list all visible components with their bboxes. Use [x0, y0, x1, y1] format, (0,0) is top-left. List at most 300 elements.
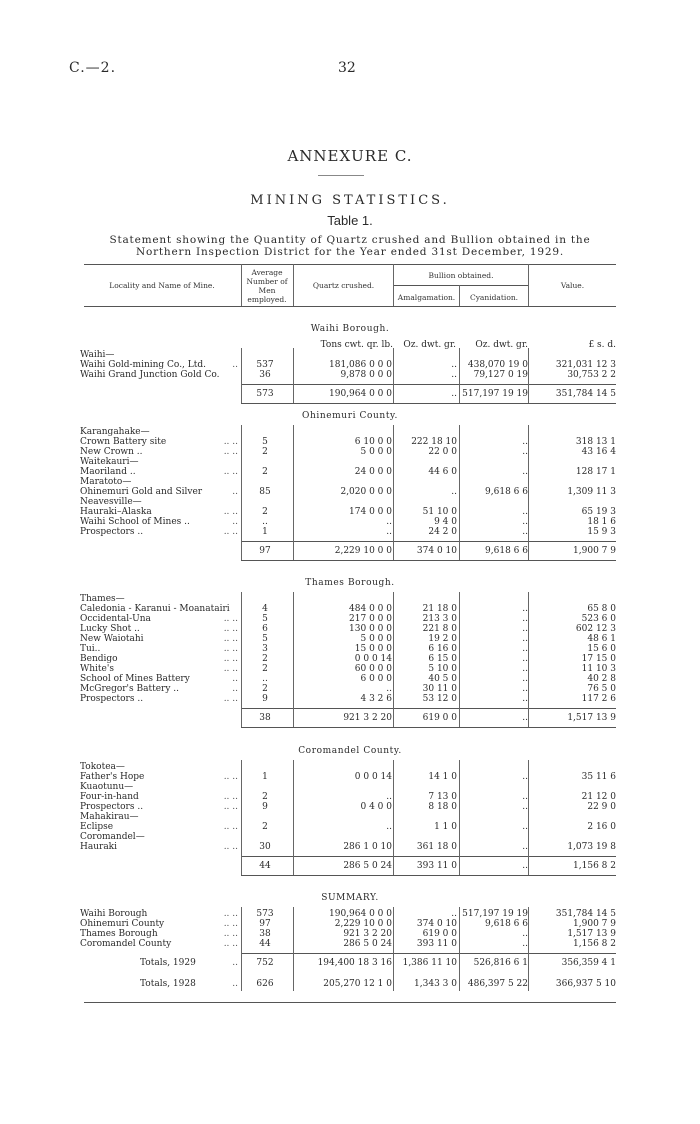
col-divider	[393, 348, 394, 403]
cell-amal: ..	[451, 360, 457, 370]
cell-qtz: 2,229 10 0 0	[334, 546, 392, 556]
cell-val: 1,517 13 9	[567, 713, 616, 723]
cell-qtz: 6 10 0 0	[354, 437, 392, 447]
cell-qtz: ..	[386, 792, 392, 802]
cell-val: 351,784 14 5	[555, 389, 616, 399]
col-bullion-header: Bullion obtained.	[428, 271, 494, 280]
cell-amal: ..	[451, 487, 457, 497]
cell-cyan: ..	[522, 929, 528, 939]
table-row	[0, 360, 700, 370]
cell-cyan: ..	[522, 713, 528, 723]
col-divider	[393, 760, 394, 875]
cell-val: 366,937 5 10	[555, 979, 616, 989]
cell-qtz: 24 0 0 0	[354, 467, 392, 477]
cell-qtz: 194,400 18 3 16	[317, 958, 392, 968]
cell-qtz: 484 0 0 0	[349, 604, 392, 614]
cell-amal: 361 18 0	[416, 842, 457, 852]
table-row	[0, 684, 700, 694]
cell-val: 11 10 3	[581, 664, 616, 674]
col-divider	[528, 348, 529, 403]
cell-amal: 30 11 0	[422, 684, 457, 694]
cell-men: 9	[262, 802, 268, 812]
cell-val: 65 19 3	[581, 507, 616, 517]
col-amalgamation-header: Amalgamation.	[397, 293, 456, 302]
table-label: Table 1.	[327, 213, 373, 228]
cell-amal: 22 0 0	[428, 447, 457, 457]
cell-amal: 374 0 10	[416, 919, 457, 929]
cell-men: 4	[262, 604, 268, 614]
cell-dots: .. ..	[223, 507, 238, 517]
cell-cyan: 79,127 0 19	[473, 370, 528, 380]
cell-men: 9	[262, 694, 268, 704]
cell-men: 30	[259, 842, 271, 852]
cell-val: 523 6 0	[581, 614, 616, 624]
annexure-title: ANNEXURE C.	[287, 147, 413, 165]
cell-loc: Waitekauri—	[80, 457, 139, 467]
cell-cyan: ..	[522, 517, 528, 527]
summary-heading: SUMMARY.	[321, 893, 379, 903]
cell-loc: Waihi—	[80, 350, 115, 360]
col-divider	[293, 348, 294, 403]
cell-men: 2	[262, 664, 268, 674]
cell-dots: ..	[232, 684, 238, 694]
cell-cyan: ..	[522, 842, 528, 852]
cell-qtz: 181,086 0 0 0	[329, 360, 392, 370]
cell-qtz: 0 0 0 14	[354, 654, 392, 664]
table-row	[0, 812, 700, 822]
cell-loc: Kuaotunu—	[80, 782, 134, 792]
cell-cyan: 9,618 6 6	[485, 487, 528, 497]
table-row	[0, 477, 700, 487]
cell-loc: Waihi School of Mines ..	[80, 517, 190, 527]
cell-amal: 7 13 0	[428, 792, 457, 802]
cell-dots: ..	[232, 487, 238, 497]
cell-loc: Maratoto—	[80, 477, 132, 487]
cell-amal: 6 16 0	[428, 644, 457, 654]
col-divider	[459, 907, 460, 991]
cell-cyan: ..	[522, 822, 528, 832]
cell-val: 15 9 3	[587, 527, 616, 537]
cell-loc: New Waiotahi	[80, 634, 144, 644]
cell-amal: 619 0 0	[422, 929, 457, 939]
col-divider	[393, 425, 394, 560]
cell-men: 573	[256, 909, 274, 919]
cell-dots: .. ..	[223, 792, 238, 802]
cell-loc: Crown Battery site	[80, 437, 167, 447]
cell-loc: Waihi Borough	[80, 909, 148, 919]
cell-amal: 213 3 0	[422, 614, 457, 624]
cell-men: 85	[259, 487, 271, 497]
men-header-line: Average	[251, 268, 283, 277]
subtotal-rule	[241, 384, 616, 385]
totals-1929-row	[0, 958, 700, 968]
cell-loc: Hauraki	[80, 842, 118, 852]
cell-qtz: 9,878 0 0 0	[340, 370, 392, 380]
cell-amal: 374 0 10	[416, 546, 457, 556]
cell-dots: .. ..	[223, 929, 238, 939]
cell-loc: Waihi Grand Junction Gold Co.	[80, 370, 220, 380]
subtotal-rule	[241, 541, 616, 542]
cell-dots: .. ..	[223, 822, 238, 832]
men-header-line: Number of	[246, 277, 288, 286]
cell-cyan: 9,618 6 6	[485, 919, 528, 929]
cell-val: 1,900 7 9	[573, 919, 616, 929]
col-divider	[393, 907, 394, 991]
subtotal-bottom-rule	[241, 560, 616, 561]
table-row	[0, 467, 700, 477]
col-divider	[293, 907, 294, 991]
table-row	[0, 350, 700, 360]
summary-row	[0, 929, 700, 939]
cell-qtz: 5 0 0 0	[360, 447, 392, 457]
cell-men: 2	[262, 447, 268, 457]
cell-dots: .. ..	[223, 664, 238, 674]
cell-qtz: 286 1 0 10	[343, 842, 392, 852]
cell-amal: 9 4 0	[434, 517, 457, 527]
cell-qtz: 205,270 12 1 0	[323, 979, 392, 989]
cell-amal: 51 10 0	[422, 507, 457, 517]
cell-men: 2	[262, 467, 268, 477]
table-row	[0, 604, 700, 614]
summary-row	[0, 919, 700, 929]
cell-val: 15 6 0	[587, 644, 616, 654]
cell-loc: Thames Borough	[80, 929, 158, 939]
cell-val: 48 6 1	[587, 634, 616, 644]
cell-cyan: ..	[522, 634, 528, 644]
cell-cyan: ..	[522, 654, 528, 664]
cell-amal: ..	[451, 909, 457, 919]
table-row	[0, 694, 700, 704]
cell-qtz: 217 0 0 0	[349, 614, 392, 624]
cell-loc: Maoriland ..	[80, 467, 136, 477]
col-divider	[459, 348, 460, 403]
cell-amal: 14 1 0	[428, 772, 457, 782]
col-divider	[293, 760, 294, 875]
cell-val: 30,753 2 2	[567, 370, 616, 380]
cell-qtz: ..	[386, 527, 392, 537]
cell-men: 752	[256, 958, 274, 968]
cell-men: 1	[262, 772, 268, 782]
cell-val: 18 1 6	[587, 517, 616, 527]
cell-val: 318 13 1	[575, 437, 616, 447]
cell-qtz: 174 0 0 0	[349, 507, 392, 517]
cell-men: 38	[259, 929, 271, 939]
subtotal-rule	[241, 708, 616, 709]
col-divider	[528, 760, 529, 875]
cell-men: 5	[262, 634, 268, 644]
cell-men: 2	[262, 684, 268, 694]
table-row	[0, 427, 700, 437]
cell-qtz: 286 5 0 24	[343, 939, 392, 949]
cell-qtz: 190,964 0 0 0	[329, 389, 392, 399]
cell-amal: 6 15 0	[428, 654, 457, 664]
cell-val: 22 9 0	[587, 802, 616, 812]
cell-loc: Coromandel—	[80, 832, 145, 842]
cell-loc: Neavesville—	[80, 497, 142, 507]
cell-val: 1,156 8 2	[573, 861, 616, 871]
subtotal-rule	[241, 856, 616, 857]
cell-loc: Ohinemuri Gold and Silver	[80, 487, 203, 497]
table-row	[0, 782, 700, 792]
table-statement	[80, 234, 620, 258]
statement-line-1: Statement showing the Quantity of Quartz crushed and Bullion obtained in the	[109, 234, 591, 246]
cell-val: 2 16 0	[587, 822, 616, 832]
cell-val: 117 2 6	[581, 694, 616, 704]
cell-val: 1,900 7 9	[573, 546, 616, 556]
cell-cyan: 9,618 6 6	[485, 546, 528, 556]
cell-amal: 53 12 0	[422, 694, 457, 704]
cell-dots: .. ..	[223, 772, 238, 782]
unit-label-cyanidation: Oz. dwt. gr.	[475, 340, 528, 350]
subtotal-bottom-rule	[241, 403, 616, 404]
cell-amal: ..	[451, 370, 457, 380]
cell-val: 65 8 0	[587, 604, 616, 614]
cell-val: 1,517 13 9	[567, 929, 616, 939]
cell-amal: 44 6 0	[428, 467, 457, 477]
table-row	[0, 664, 700, 674]
cell-cyan: ..	[522, 694, 528, 704]
cell-dots: .. ..	[223, 909, 238, 919]
cell-loc: Caledonia - Karanui - Moanatairi	[80, 604, 230, 614]
cell-qtz: 921 3 2 20	[343, 929, 392, 939]
table-row	[0, 457, 700, 467]
cell-val: 351,784 14 5	[555, 909, 616, 919]
section-heading: Thames Borough.	[305, 578, 395, 588]
cell-amal: 222 18 10	[411, 437, 457, 447]
table-row	[0, 802, 700, 812]
cell-dots: ..	[232, 979, 238, 989]
cell-loc: McGregor's Battery ..	[80, 684, 180, 694]
cell-amal: 393 11 0	[416, 939, 457, 949]
table-row	[0, 497, 700, 507]
cell-loc: Bendigo	[80, 654, 118, 664]
cell-men: 2	[262, 654, 268, 664]
cell-loc: Occidental-Una	[80, 614, 151, 624]
cell-loc: Lucky Shot ..	[80, 624, 140, 634]
cell-qtz: 15 0 0 0	[354, 644, 392, 654]
cell-cyan: ..	[522, 604, 528, 614]
cell-men: 5	[262, 437, 268, 447]
header-top-rule	[84, 264, 616, 265]
cell-amal: 393 11 0	[416, 861, 457, 871]
cell-loc: Prospectors ..	[80, 527, 144, 537]
cell-loc: Totals, 1928	[140, 979, 196, 989]
cell-amal: 1,343 3 0	[414, 979, 457, 989]
cell-val: 21 12 0	[581, 792, 616, 802]
cell-dots: ..	[232, 517, 238, 527]
cell-amal: ..	[451, 389, 457, 399]
header-bottom-rule	[84, 306, 616, 307]
cell-loc: Tokotea—	[80, 762, 125, 772]
subtotal-row	[0, 546, 700, 556]
cell-cyan: 438,070 19 0	[467, 360, 528, 370]
cell-val: 35 11 6	[581, 772, 616, 782]
cell-qtz: 5 0 0 0	[360, 634, 392, 644]
cell-men: 626	[256, 979, 274, 989]
cell-loc: Father's Hope	[80, 772, 145, 782]
unit-label-value: £ s. d.	[588, 340, 616, 350]
col-divider	[528, 425, 529, 560]
section-heading: Waihi Borough.	[310, 324, 390, 334]
table-row	[0, 437, 700, 447]
cell-qtz: ..	[386, 684, 392, 694]
subtotal-row	[0, 713, 700, 723]
section-heading: Ohinemuri County.	[301, 411, 398, 421]
cell-qtz: 190,964 0 0 0	[329, 909, 392, 919]
cell-cyan: ..	[522, 802, 528, 812]
cell-dots: .. ..	[223, 467, 238, 477]
cell-qtz: 921 3 2 20	[343, 713, 392, 723]
cell-cyan: ..	[522, 861, 528, 871]
subtotal-bottom-rule	[241, 727, 616, 728]
col-divider	[241, 592, 242, 727]
cell-cyan: ..	[522, 674, 528, 684]
cell-loc: Totals, 1929	[140, 958, 196, 968]
cell-dots: .. ..	[223, 437, 238, 447]
table-row	[0, 654, 700, 664]
cell-qtz: 286 5 0 24	[343, 861, 392, 871]
table-row	[0, 792, 700, 802]
cell-val: 17 15 0	[581, 654, 616, 664]
cell-men: 44	[259, 939, 271, 949]
cell-loc: Tui..	[80, 644, 101, 654]
cell-cyan: ..	[522, 684, 528, 694]
table-row	[0, 594, 700, 604]
men-header-line: Men	[258, 286, 276, 295]
col-cyanidation-header: Cyanidation.	[469, 293, 519, 302]
cell-men: 3	[262, 644, 268, 654]
cell-val: 43 16 4	[581, 447, 616, 457]
col-divider	[528, 907, 529, 991]
cell-qtz: 60 0 0 0	[354, 664, 392, 674]
cell-loc: Ohinemuri County	[80, 919, 165, 929]
cell-dots: .. ..	[223, 694, 238, 704]
cell-loc: Waihi Gold-mining Co., Ltd.	[80, 360, 206, 370]
cell-amal: 1 1 0	[434, 822, 457, 832]
cell-qtz: 0 4 0 0	[360, 802, 392, 812]
cell-amal: 1,386 11 10	[402, 958, 457, 968]
cell-cyan: ..	[522, 527, 528, 537]
col-divider	[241, 907, 242, 991]
table-row	[0, 644, 700, 654]
table-row	[0, 674, 700, 684]
table-row	[0, 624, 700, 634]
cell-men: 2	[262, 507, 268, 517]
cell-qtz: ..	[386, 822, 392, 832]
cell-dots: .. ..	[223, 634, 238, 644]
unit-label-amalgamation: Oz. dwt. gr.	[403, 340, 456, 350]
cell-men: 573	[256, 389, 274, 399]
col-quartz-header: Quartz crushed.	[312, 281, 375, 290]
cell-men: 6	[262, 624, 268, 634]
table-row	[0, 517, 700, 527]
table-row	[0, 634, 700, 644]
cell-men: 36	[259, 370, 271, 380]
cell-men: ..	[262, 517, 268, 527]
cell-cyan: ..	[522, 624, 528, 634]
cell-dots: .. ..	[223, 939, 238, 949]
col-divider	[528, 592, 529, 727]
subtotal-row	[0, 861, 700, 871]
cell-loc: Thames—	[80, 594, 125, 604]
cell-cyan: ..	[522, 664, 528, 674]
col-divider	[459, 592, 460, 727]
subtotal-row	[0, 389, 700, 399]
cell-dots: .. ..	[223, 527, 238, 537]
summary-row	[0, 939, 700, 949]
col-divider	[241, 760, 242, 875]
col-divider	[293, 592, 294, 727]
cell-dots: .. ..	[223, 614, 238, 624]
cell-qtz: 2,020 0 0 0	[340, 487, 392, 497]
bullion-split-rule	[393, 285, 528, 286]
table-row	[0, 842, 700, 852]
cell-val: 128 17 1	[575, 467, 616, 477]
cell-dots: .. ..	[223, 624, 238, 634]
cell-men: 44	[259, 861, 271, 871]
cell-loc: Mahakirau—	[80, 812, 139, 822]
cell-dots: .. ..	[223, 644, 238, 654]
cell-cyan: ..	[522, 447, 528, 457]
cell-loc: School of Mines Battery	[80, 674, 190, 684]
table-row	[0, 507, 700, 517]
cell-dots: ..	[232, 360, 238, 370]
cell-loc: Eclipse	[80, 822, 114, 832]
cell-qtz: 2,229 10 0 0	[334, 919, 392, 929]
col-divider	[459, 760, 460, 875]
table-row	[0, 447, 700, 457]
cell-dots: ..	[232, 674, 238, 684]
cell-cyan: ..	[522, 772, 528, 782]
cell-val: 1,309 11 3	[567, 487, 616, 497]
subtotal-bottom-rule	[241, 875, 616, 876]
cell-val: 1,073 19 8	[567, 842, 616, 852]
cell-cyan: 517,197 19 19	[462, 909, 528, 919]
cell-loc: Four-in-hand	[80, 792, 139, 802]
table-row	[0, 772, 700, 782]
col-divider	[459, 425, 460, 560]
cell-val: 76 5 0	[587, 684, 616, 694]
cell-dots: .. ..	[223, 447, 238, 457]
cell-amal: 619 0 0	[422, 713, 457, 723]
cell-men: 97	[259, 546, 271, 556]
report-code: C.—2.	[69, 60, 117, 76]
cell-dots: .. ..	[223, 654, 238, 664]
table-row	[0, 370, 700, 380]
cell-val: 1,156 8 2	[573, 939, 616, 949]
cell-men: 5	[262, 614, 268, 624]
table-row	[0, 762, 700, 772]
cell-cyan: ..	[522, 614, 528, 624]
cell-men: 1	[262, 527, 268, 537]
cell-val: 321,031 12 3	[555, 360, 616, 370]
cell-dots: .. ..	[223, 802, 238, 812]
page-number: 32	[338, 60, 356, 76]
cell-amal: 40 5 0	[428, 674, 457, 684]
mining-statistics-heading: MINING STATISTICS.	[250, 193, 450, 208]
cell-cyan: ..	[522, 792, 528, 802]
cell-cyan: ..	[522, 467, 528, 477]
unit-label-quartz: Tons cwt. qr. lb.	[320, 340, 393, 350]
col-value-header: Value.	[560, 281, 585, 290]
cell-men: 97	[259, 919, 271, 929]
cell-qtz: 4 3 2 6	[360, 694, 392, 704]
cell-men: 38	[259, 713, 271, 723]
col-divider	[241, 348, 242, 403]
cell-loc: Hauraki–Alaska	[80, 507, 152, 517]
cell-amal: 221 8 0	[422, 624, 457, 634]
cell-loc: Coromandel County	[80, 939, 172, 949]
